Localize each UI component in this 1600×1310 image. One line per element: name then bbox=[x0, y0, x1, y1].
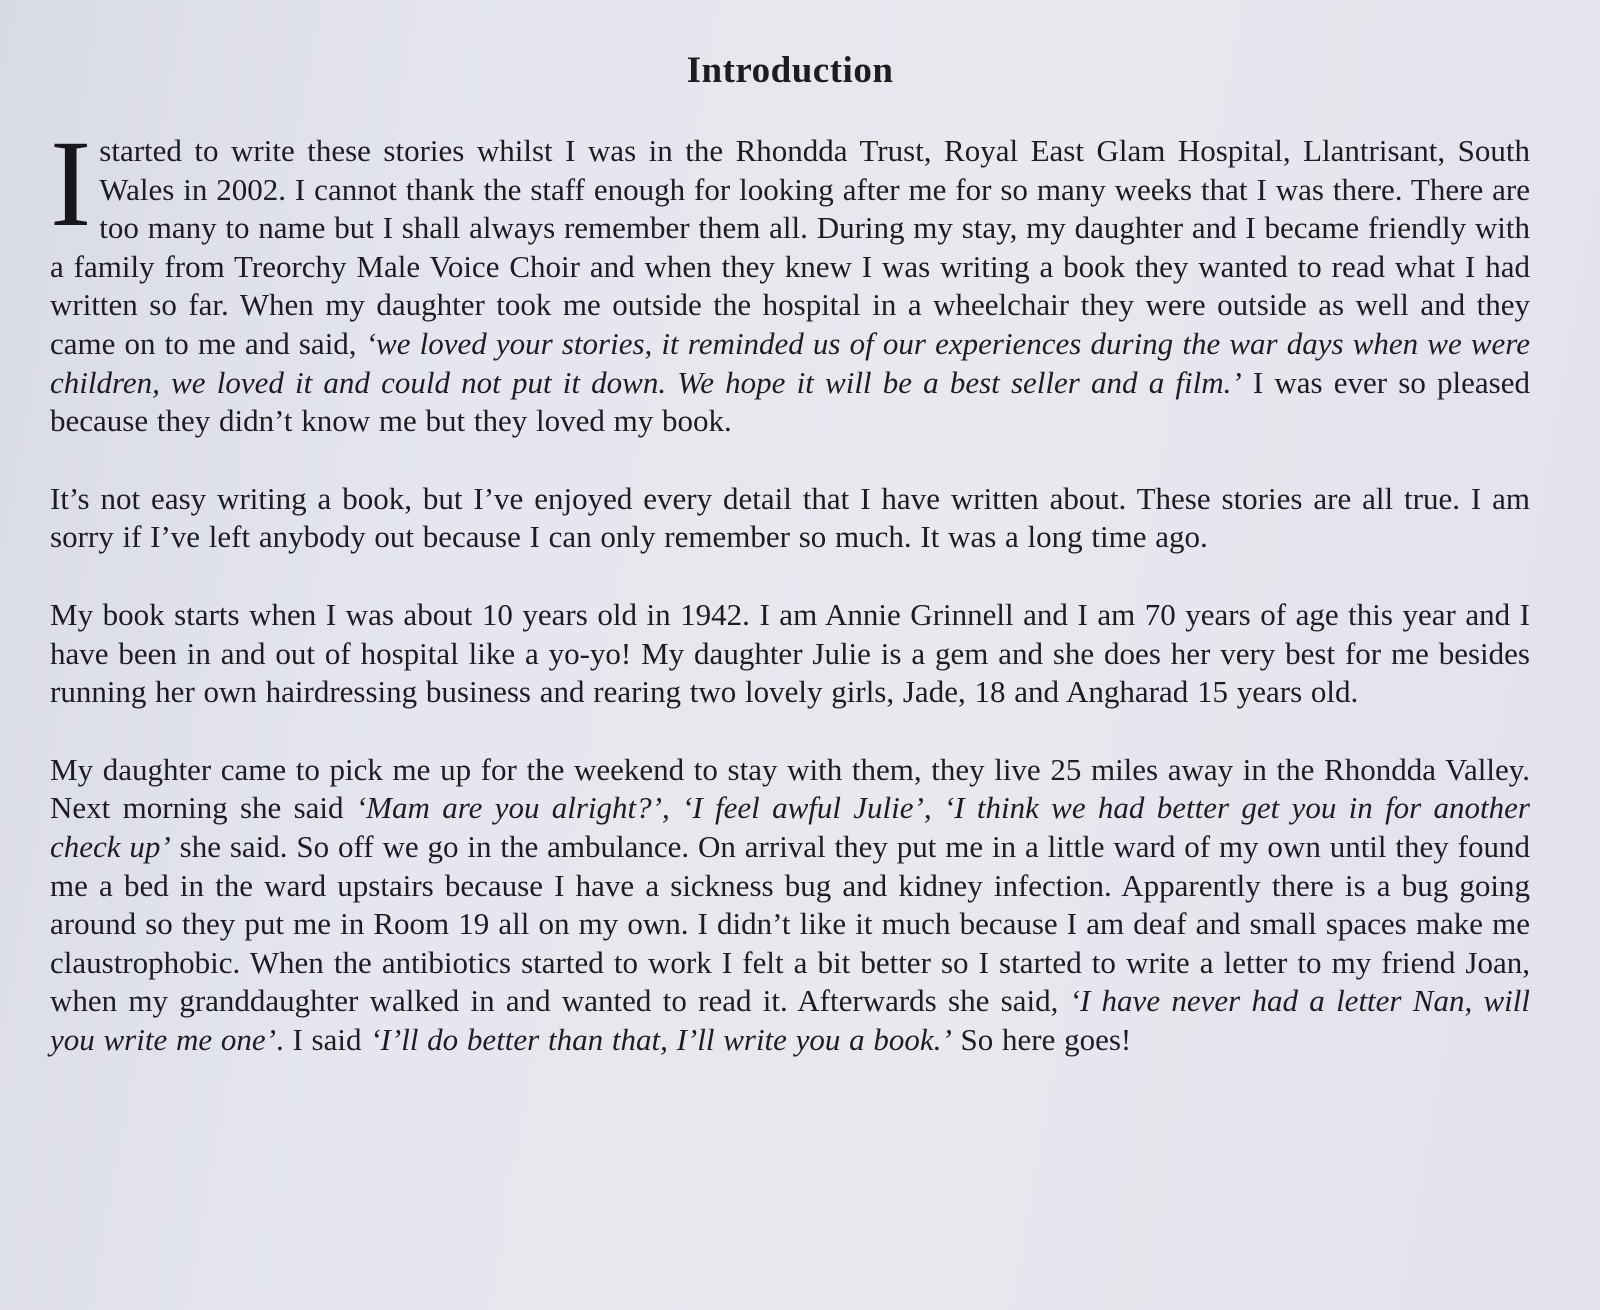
paragraph-4-text-4: So here goes! bbox=[951, 1021, 1132, 1057]
paragraph-4-text-3: . I said bbox=[275, 1021, 371, 1057]
paragraph-2-text: It’s not easy writing a book, but I’ve enjoyed every detail that I have written about. These stories are all true. I am sorry if I’ve left anybody out because I can only remember so much. It was a long time ago. bbox=[50, 480, 1530, 555]
paragraph-2 bbox=[50, 480, 1530, 557]
paragraph-4-text-2: she said. So off we go in the ambulance. On arrival they put me in a little ward of my own until they found me a bed in the ward upstairs because I have a sickness bug and kidney infection. Apparently there is a bug going around so they put me in Room 19 all on my own. I didn’t like it much because I am deaf and small spaces make me claustrophobic. When the antibiotics started to work I felt a bit better so I started to write a letter to my friend Joan, when my granddaughter walked in and wanted to read it. Afterwards she said, bbox=[50, 828, 1530, 1019]
drop-cap: I bbox=[50, 115, 92, 252]
paragraph-1-quote: ‘we loved your stories, it reminded us of our experiences during the war days when we were children, we loved it and could not put it down. We hope it will be a best seller and a film.’ bbox=[50, 325, 1530, 400]
paragraph-4-quote-2: ‘I have never had a letter Nan, will you write me one’ bbox=[50, 983, 1531, 1057]
paragraph-1 bbox=[50, 115, 1530, 441]
paragraph-3 bbox=[50, 596, 1530, 712]
paragraph-1-text-2: I was ever so pleased because they didn’t know me but they loved my book. bbox=[50, 364, 1530, 439]
paragraph-3-text: My book starts when I was about 10 years old in 1942. I am Annie Grinnell and I am 70 years of age this year and I have been in and out of hospital like a yo-yo! My daughter Julie is a gem and she does her very best for me besides running her own hairdressing business and rearing two lovely girls, Jade, 18 and Angharad 15 years old. bbox=[50, 596, 1530, 710]
paragraph-4-quote-3: ‘I’ll do better than that, I’ll write you a book.’ bbox=[370, 1021, 952, 1057]
paragraph-4-text-1: My daughter came to pick me up for the weekend to stay with them, they live 25 miles away in the Rhondda Valley. Next morning she said bbox=[50, 751, 1530, 826]
paragraph-4-quote-1: ‘Mam are you alright?’, ‘I feel awful Julie’, ‘I think we had better get you in for another check up’ bbox=[50, 790, 1530, 864]
paragraph-1-text-1: started to write these stories whilst I was in the Rhondda Trust, Royal East Glam Hospital, Llantrisant, South Wales in 2002. I cannot thank the staff enough for looking after me for so many weeks that I was there. There are too many to name but I shall always remember them all. During my stay, my daughter and I became friendly with a family from Treorchy Male Voice Choir and when they knew I was writing a book they wanted to read what I had written so far. When my daughter took me outside the hospital in a wheelchair they were outside as well and they came on to me and said, bbox=[50, 133, 1530, 361]
paragraph-4 bbox=[50, 751, 1530, 1060]
page-title: Introduction bbox=[686, 50, 894, 91]
book-page bbox=[50, 40, 1530, 1280]
